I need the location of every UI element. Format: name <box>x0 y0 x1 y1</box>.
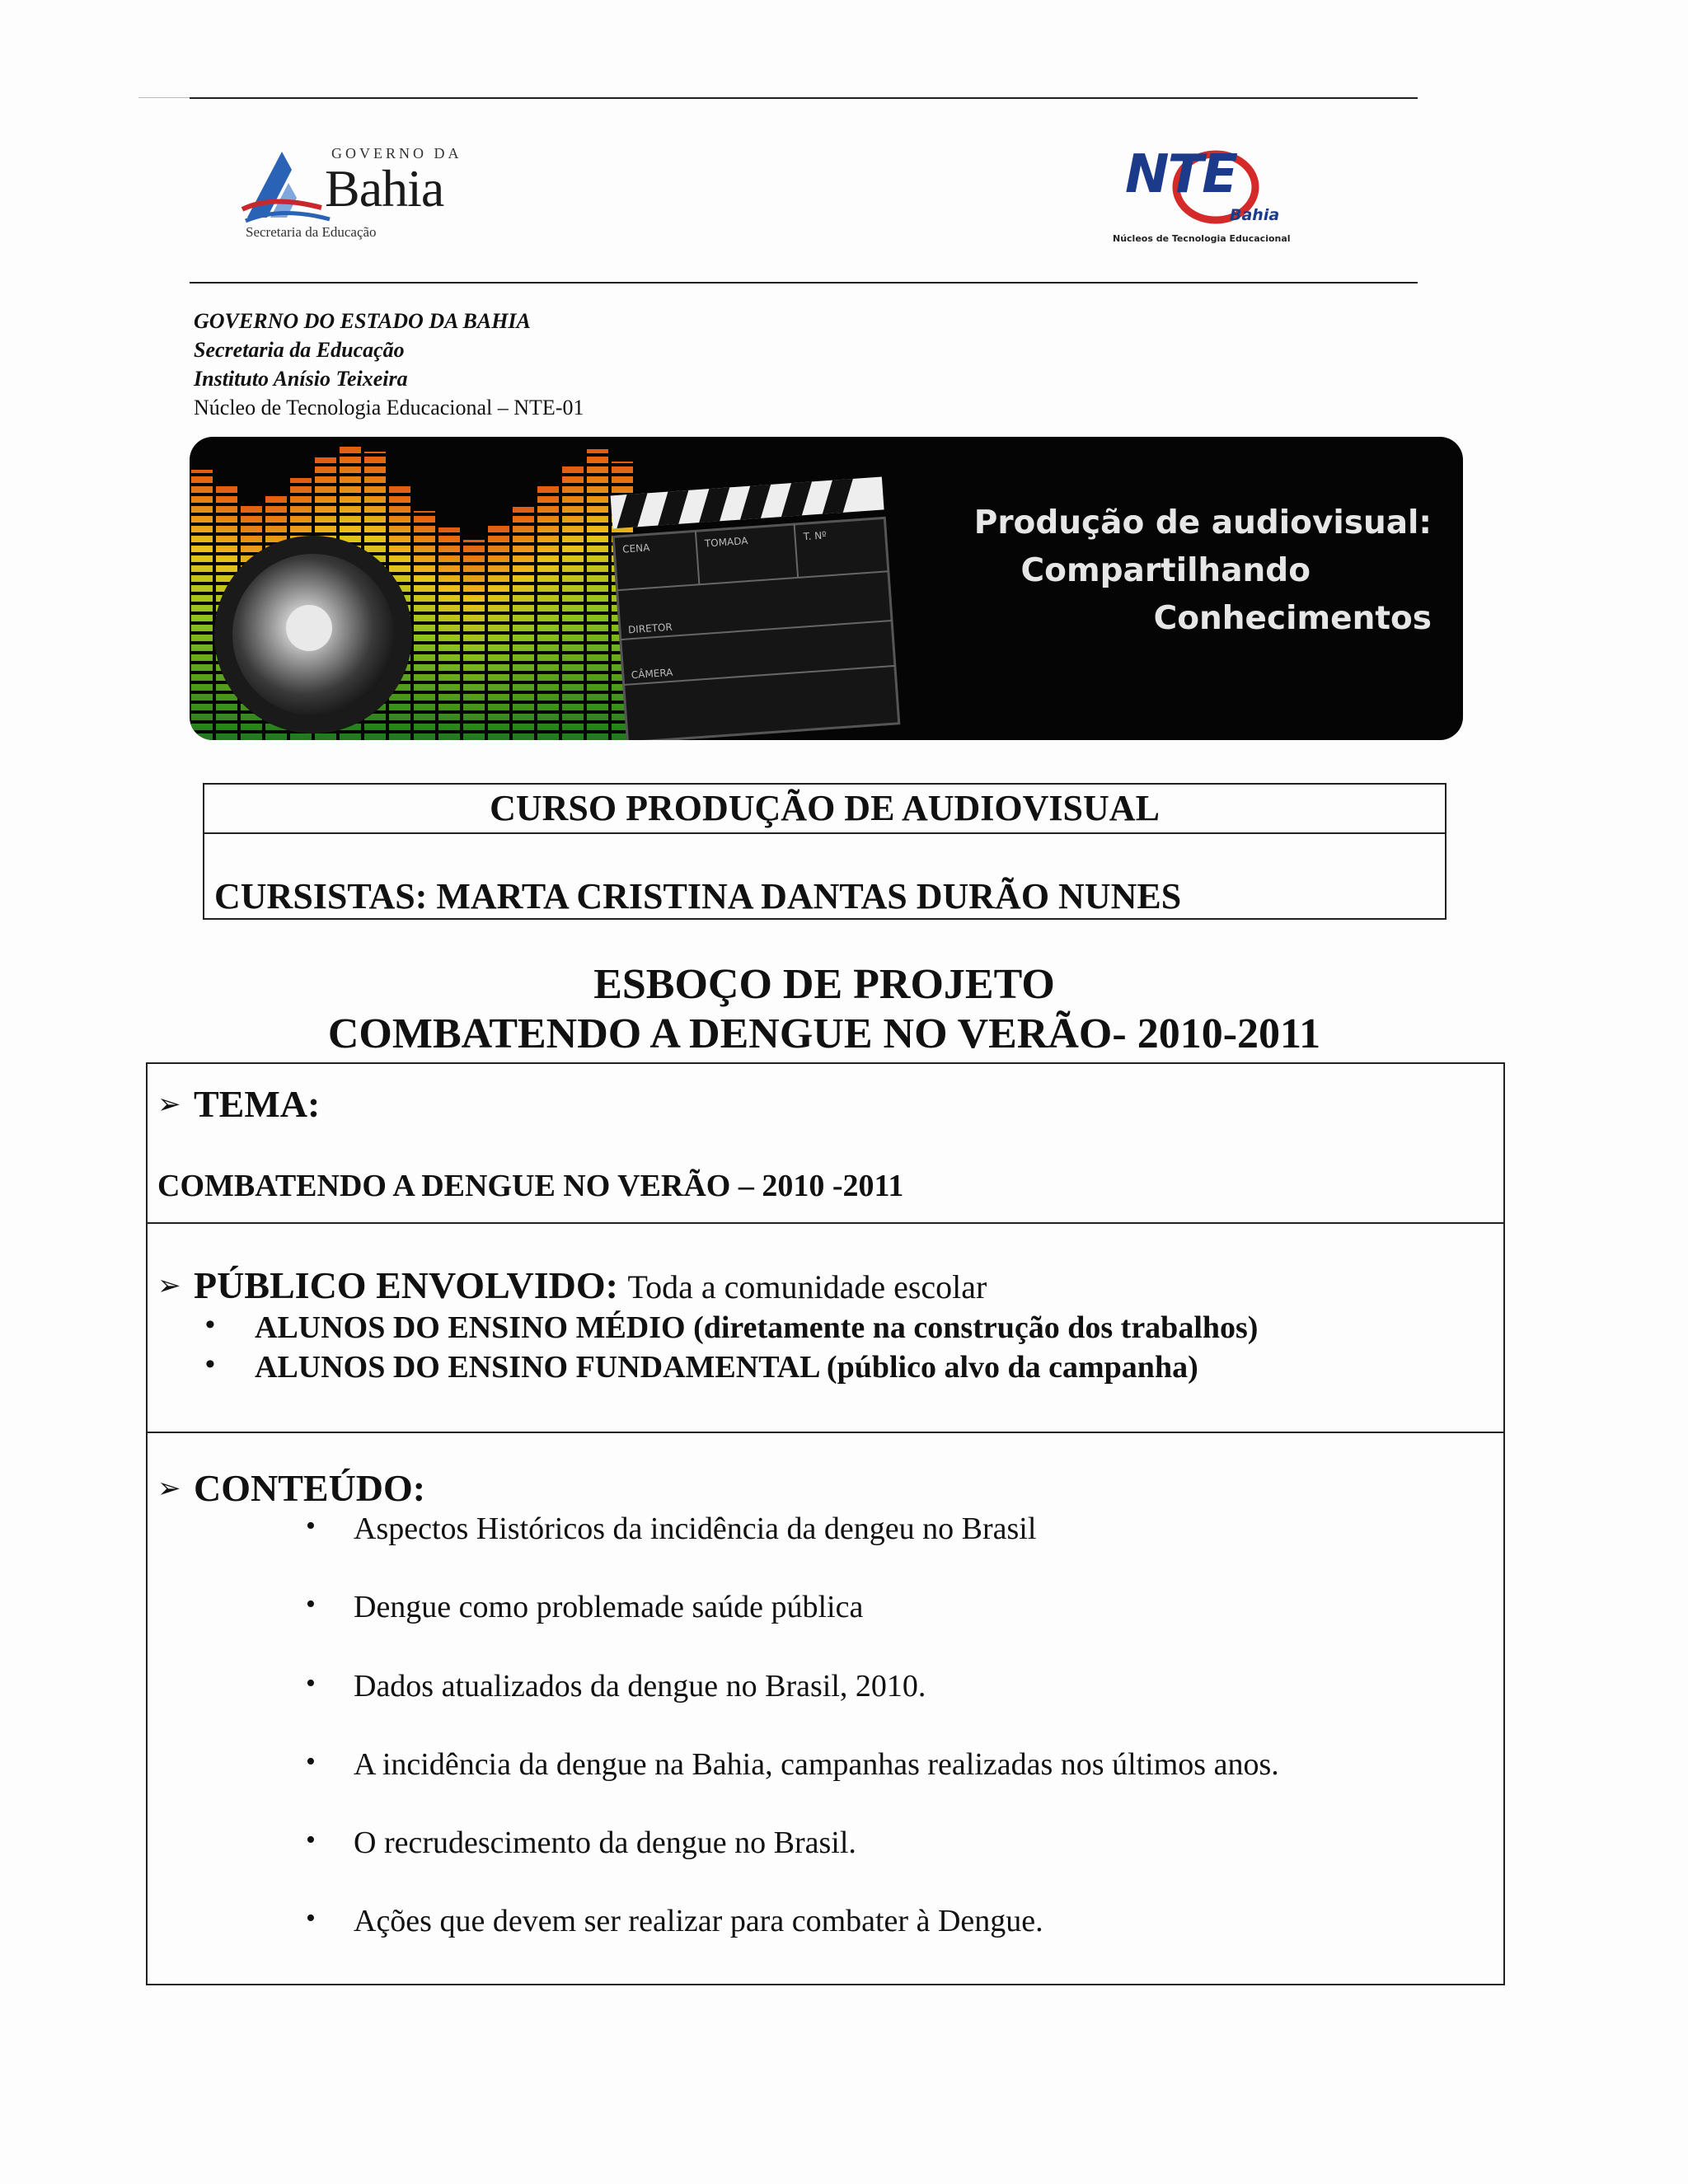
course-students: CURSISTAS: MARTA CRISTINA DANTAS DURÃO NUNES <box>214 876 1182 916</box>
conteudo-heading <box>157 1466 425 1510</box>
publico-heading-rest: Toda a comunidade escolar <box>627 1268 987 1305</box>
header-bottom-rule <box>190 282 1418 284</box>
governo-bahia-logo <box>239 140 486 247</box>
banner-line-1: Produção de audiovisual: <box>973 504 1432 541</box>
bullet-icon: • <box>306 1903 316 1933</box>
tema-heading-label: TEMA: <box>194 1083 321 1125</box>
banner-caption <box>974 499 1432 643</box>
logo-secretaria: Secretaria da Educação <box>246 224 377 240</box>
tema-text: COMBATENDO A DENGUE NO VERÃO – 2010 -2011 <box>157 1169 904 1203</box>
project-title-1: ESBOÇO DE PROJETO <box>593 961 1055 1008</box>
section-conteudo <box>148 1432 1503 1985</box>
bullet-icon: • <box>306 1511 316 1541</box>
speaker-icon <box>214 536 412 733</box>
bahia-triangle-icon <box>239 145 338 227</box>
clapper-label-cena: CENA <box>621 541 650 555</box>
logo-nte-bahia: Bahia <box>1230 206 1280 224</box>
conteudo-item <box>306 1903 1043 1939</box>
institution-line-2: Secretaria da Educação <box>194 338 405 362</box>
logo-nte-word: NTE <box>1125 144 1236 205</box>
nte-bahia-logo <box>1109 144 1311 251</box>
arrow-bullet-icon: ➢ <box>157 1088 181 1121</box>
conteudo-item-text: Aspectos Históricos da incidência da dengeu no Brasil <box>354 1511 1037 1546</box>
project-title-2: COMBATENDO A DENGUE NO VERÃO- 2010-2011 <box>327 1010 1321 1057</box>
publico-item-text: ALUNOS DO ENSINO MÉDIO (diretamente na construção dos trabalhos) <box>255 1310 1259 1345</box>
banner-line-2: Compartilhando <box>1020 552 1311 589</box>
conteudo-item-text: O recrudescimento da dengue no Brasil. <box>354 1825 856 1860</box>
publico-item <box>205 1310 1258 1346</box>
logo-governo-da: GOVERNO DA <box>331 145 462 162</box>
arrow-bullet-icon: ➢ <box>157 1472 181 1505</box>
bullet-icon: • <box>205 1349 215 1380</box>
conteudo-item <box>306 1668 926 1704</box>
section-publico <box>148 1222 1503 1433</box>
conteudo-item <box>306 1746 1279 1783</box>
clapper-label-tno: T. Nº <box>803 529 828 543</box>
project-table <box>146 1062 1505 1985</box>
institution-line-3: Instituto Anísio Teixeira <box>194 367 408 391</box>
tema-heading <box>157 1082 320 1126</box>
conteudo-item <box>306 1825 856 1861</box>
institution-line-1: GOVERNO DO ESTADO DA BAHIA <box>194 309 531 333</box>
bullet-icon: • <box>306 1589 316 1619</box>
institution-line-4: Núcleo de Tecnologia Educacional – NTE-01 <box>194 396 584 419</box>
course-info-box <box>203 783 1447 920</box>
bullet-icon: • <box>205 1310 215 1340</box>
conteudo-item <box>306 1589 863 1625</box>
clapper-label-tomada: TOMADA <box>704 535 748 550</box>
publico-item <box>205 1349 1198 1385</box>
section-tema <box>148 1064 1503 1224</box>
clapperboard-icon <box>611 476 899 740</box>
conteudo-item-text: Dados atualizados da dengue no Brasil, 2010. <box>354 1669 926 1704</box>
bullet-icon: • <box>306 1825 316 1855</box>
conteudo-item-text: Ações que devem ser realizar para combater à Dengue. <box>354 1904 1043 1938</box>
header-top-rule <box>190 97 1418 99</box>
conteudo-item <box>306 1511 1036 1547</box>
course-banner <box>190 437 1463 740</box>
institution-block <box>194 307 584 422</box>
conteudo-item-text: Dengue como problemade saúde pública <box>354 1590 864 1624</box>
banner-line-3: Conhecimentos <box>1153 600 1432 637</box>
logo-bahia-word: Bahia <box>325 159 444 218</box>
logo-nte-caption: Núcleos de Tecnologia Educacional <box>1113 233 1291 244</box>
bullet-icon: • <box>306 1746 316 1777</box>
publico-item-text: ALUNOS DO ENSINO FUNDAMENTAL (público alvo da campanha) <box>255 1350 1198 1385</box>
bullet-icon: • <box>306 1668 316 1699</box>
clapper-label-camera: CÂMERA <box>631 666 673 682</box>
conteudo-item-text: A incidência da dengue na Bahia, campanhas realizadas nos últimos anos. <box>354 1747 1279 1782</box>
clapper-label-diretor: DIRETOR <box>627 621 673 636</box>
publico-heading <box>157 1263 987 1307</box>
publico-heading-label: PÚBLICO ENVOLVIDO: <box>194 1264 618 1306</box>
header-faint-rule <box>138 97 190 98</box>
course-title: CURSO PRODUÇÃO DE AUDIOVISUAL <box>204 785 1445 834</box>
arrow-bullet-icon: ➢ <box>157 1269 181 1302</box>
conteudo-heading-label: CONTEÚDO: <box>194 1467 426 1509</box>
